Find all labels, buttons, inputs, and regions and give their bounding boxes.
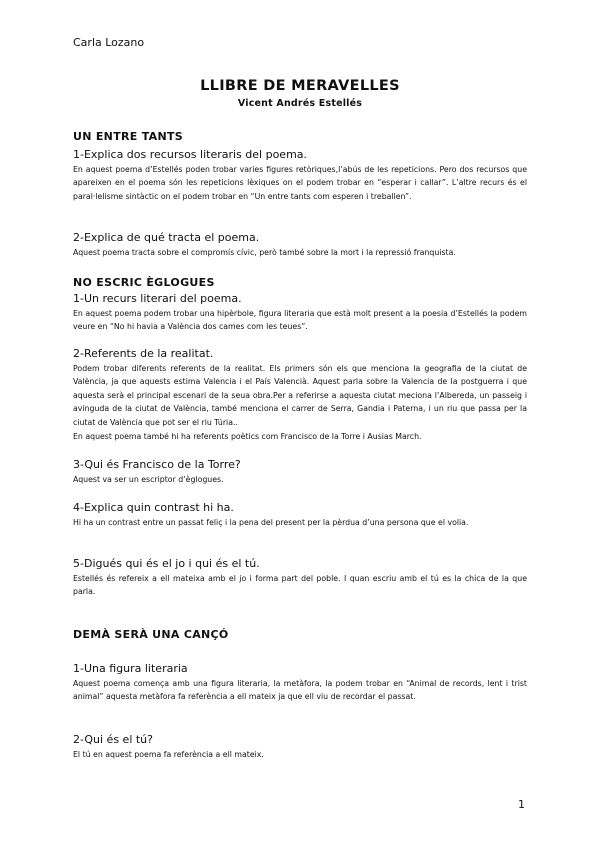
section-title: DEMÀ SERÀ UNA CANÇÓ	[73, 628, 229, 641]
page-number: 1	[518, 798, 525, 811]
answer-paragraph: En aquest poema d’Estellés poden trobar varies figures retòriques,l’abús de les repeticions. Pero dos recursos que apareixen en el poema són les repeticions lèxiques on el podem trobar en “esperar i callar”. L’altre recurs és el paral·lelisme sintàctic on el podem trobar en “Un entre tants com esperen i treballen”.	[73, 165, 527, 201]
answer-paragraph: Aquest poema comença amb una figura literaria, la metàfora, la podem trobar en “Animal de records, lent i trist animal” aquesta metàfora fa referència a ell mateix ja que ell viu de recordar el passat.	[73, 679, 527, 702]
question-heading: 2-Explica de qué tracta el poema.	[73, 231, 260, 244]
section-title: UN ENTRE TANTS	[73, 130, 183, 143]
answer-paragraph: Aquest poema tracta sobre el compromís cívic, però també sobre la mort i la repressió franquista.	[73, 248, 456, 257]
answer-paragraph: Estellés és refereix a ell mateixa amb el jo i forma part del poble. I quan escriu amb el tú es la chica de la que parla.	[73, 574, 527, 597]
question-heading: 4-Explica quin contrast hi ha.	[73, 501, 234, 514]
answer-paragraph: En aquest poema podem trobar una hipèrbole, figura literaria que està molt present a la poesia d’Estellés la podem veure en “No hi havia a València dos cames com les teues”.	[73, 309, 527, 332]
answer-paragraph: El tú en aquest poema fa referència a ell mateix.	[73, 750, 264, 759]
question-heading: 2-Qui és el tú?	[73, 733, 153, 746]
section-title: NO ESCRIC ÈGLOGUES	[73, 276, 215, 289]
answer-paragraph: Podem trobar diferents referents de la realitat. Els primers són els que menciona la geografia de la ciutat de València, ja que aquests estima Valencia i el País Valencià. Aquest parla sobre la Valencia de la postguerra i que aquesta serà el principal escenari de la seua obra.Per a referirse a aquesta ciutat meciona l’Albereda, un passeig i avinguda de la ciutat de València, també menciona el carrer de Serra, Gandia i Paterna, i un riu que passa per la ciutat de València que pot ser el riu Túria..	[73, 364, 527, 427]
header-author: Carla Lozano	[73, 36, 145, 49]
question-heading: 1-Explica dos recursos literaris del poema.	[73, 148, 308, 161]
question-heading: 1-Una figura literaria	[73, 662, 188, 675]
answer-paragraph: Aquest va ser un escriptor d’èglogues.	[73, 475, 224, 484]
document-title: LLIBRE DE MERAVELLES	[200, 78, 400, 94]
question-heading: 5-Digués qui és el jo i qui és el tú.	[73, 557, 260, 570]
answer-paragraph: Hi ha un contrast entre un passat feliç i la pena del present per la pèrdua d’una persona que el volia.	[73, 518, 469, 527]
question-heading: 1-Un recurs literari del poema.	[73, 292, 242, 305]
answer-paragraph: En aquest poema també hi ha referents poètics com Francisco de la Torre i Ausias March.	[73, 432, 422, 441]
question-heading: 3-Qui és Francisco de la Torre?	[73, 458, 241, 471]
question-heading: 2-Referents de la realitat.	[73, 347, 214, 360]
document-subtitle: Vicent Andrés Estellés	[237, 98, 363, 109]
